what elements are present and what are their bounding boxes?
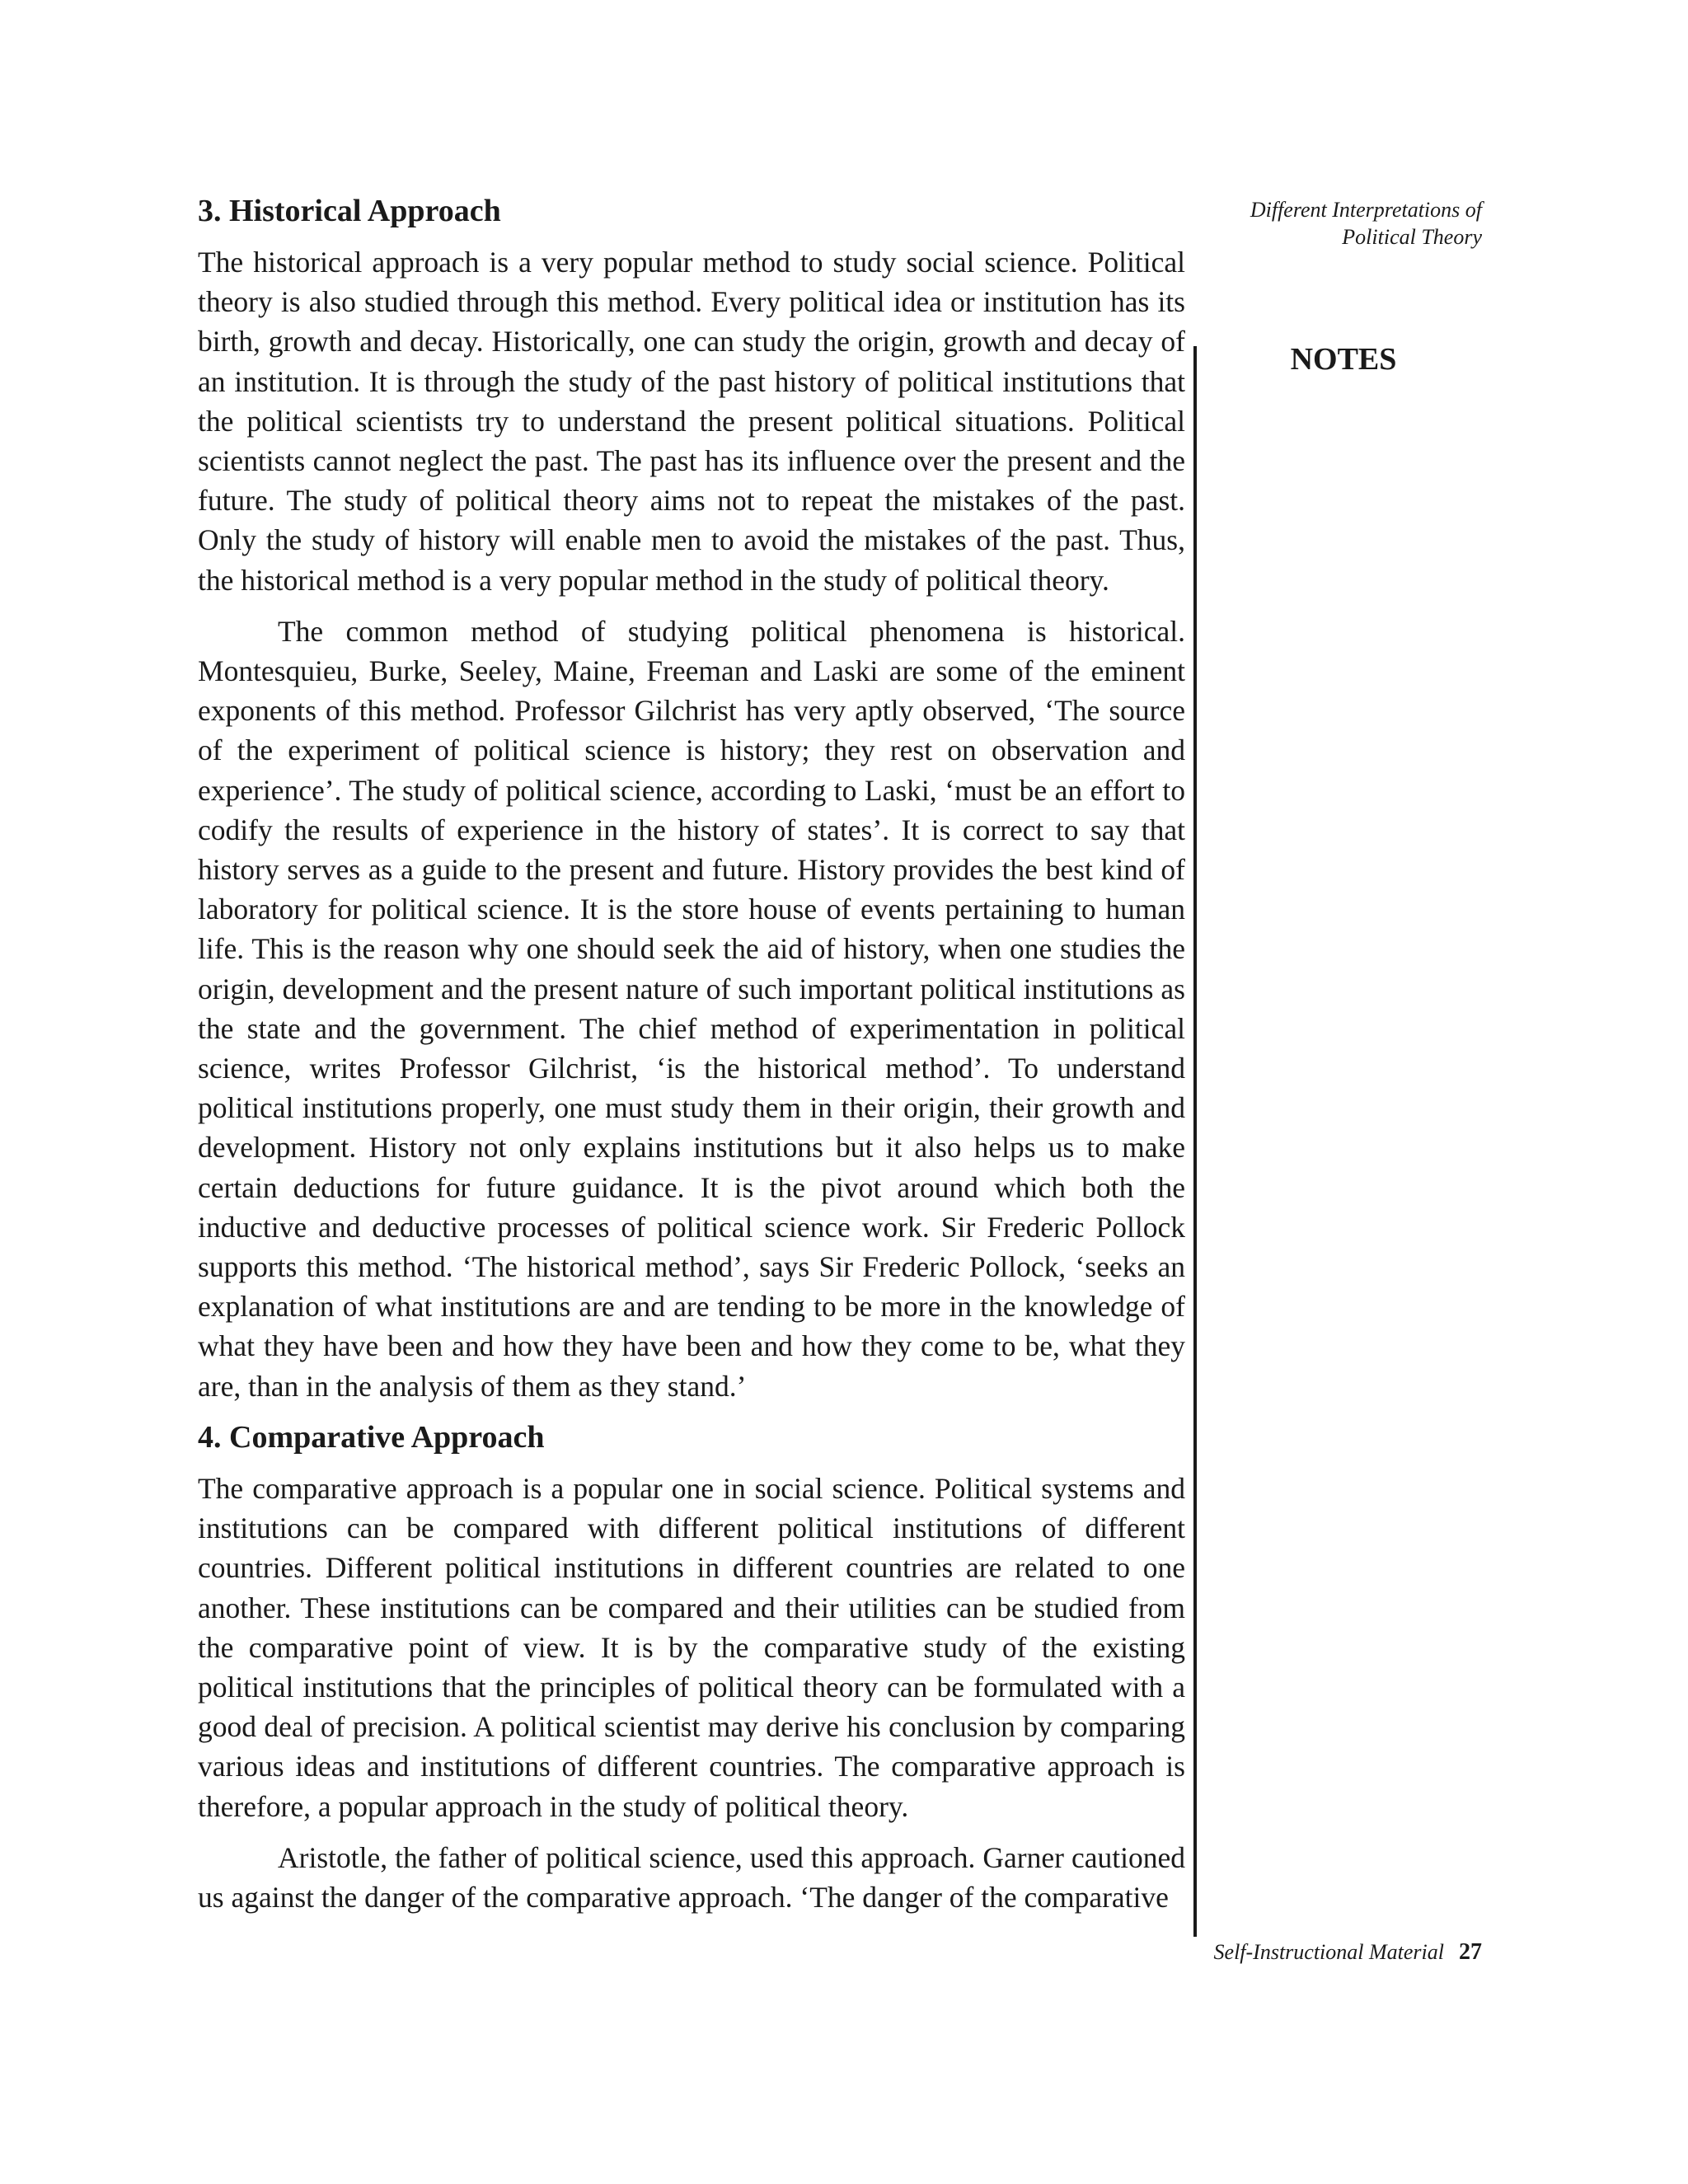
notes-label: NOTES [1290,342,1397,377]
paragraph: The historical approach is a very popular method to study social science. Political theory is also studied through this method. Every political idea or institution has its birth, growth and decay. Historically, one can study the origin, growth and decay of an institution. It is through the study of the past history of political institutions that the political scientists try to understand the present political situations. Political scientists cannot neglect the past. The past has its influence over the present and the future. The study of political theory aims not to repeat the mistakes of the past. Only the study of history will enable men to avoid the mistakes of the past. Thus, the historical method is a very popular method in the study of political theory. [198,246,1185,597]
running-header [1136,196,1482,251]
running-header-line-1: Different Interpretations of [1250,198,1482,222]
main-text-column [198,191,1185,1929]
paragraph: Aristotle, the father of political science, used this approach. Garner cautioned us against the danger of the comparative approach. ‘The danger of the comparative [198,1840,1185,1914]
paragraph: The common method of studying political phenomena is historical. Montesquieu, Burke, Seeley, Maine, Freeman and Laski are some of the eminent exponents of this method. Professor Gilchrist has very aptly observed, ‘The source of the experiment of political science is history; they rest on observation and experience’. The study of political science, according to Laski, ‘must be an effort to codify the results of experience in the history of states’. It is correct to say that history serves as a guide to the present and future. History provides the best kind of laboratory for political science. It is the store house of events pertaining to human life. This is the reason why one should seek the aid of history, when one studies the origin, development and the present nature of such important political institutions as the state and the government. The chief method of experimentation in political science, writes Professor Gilchrist, ‘is the historical method’. To understand political institutions properly, one must study them in their origin, their growth and development. History not only explains institutions but it also helps us to make certain deductions for future guidance. It is the pivot around which both the inductive and deductive processes of political science work. Sir Frederic Pollock supports this method. ‘The historical method’, says Sir Frederic Pollock, ‘seeks an explanation of what institutions are and are tending to be more in the knowledge of what they have been and how they have been and how they come to be, what they are, than in the analysis of them as they stand.’ [198,614,1185,1403]
page-number: 27 [1459,1939,1482,1965]
section-heading-comparative-approach: 4. Comparative Approach [198,1419,545,1455]
page-footer [1214,1938,1482,1966]
margin-divider-rule [1193,346,1197,1937]
section-heading-historical-approach: 3. Historical Approach [198,194,501,228]
running-header-line-2: Political Theory [1342,225,1482,249]
footer-label: Self-Instructional Material [1213,1940,1444,1964]
paragraph: The comparative approach is a popular one in social science. Political systems and institutions can be compared with different political institutions of different countries. Different political institutions in different countries are related to one another. These institutions can be compared and their utilities can be studied from the comparative point of view. It is by the comparative study of the existing political institutions that the principles of political theory can be formulated with a good deal of precision. A political scientist may derive his conclusion by comparing various ideas and institutions of different countries. The comparative approach is therefore, a popular approach in the study of political theory. [198,1471,1185,1823]
